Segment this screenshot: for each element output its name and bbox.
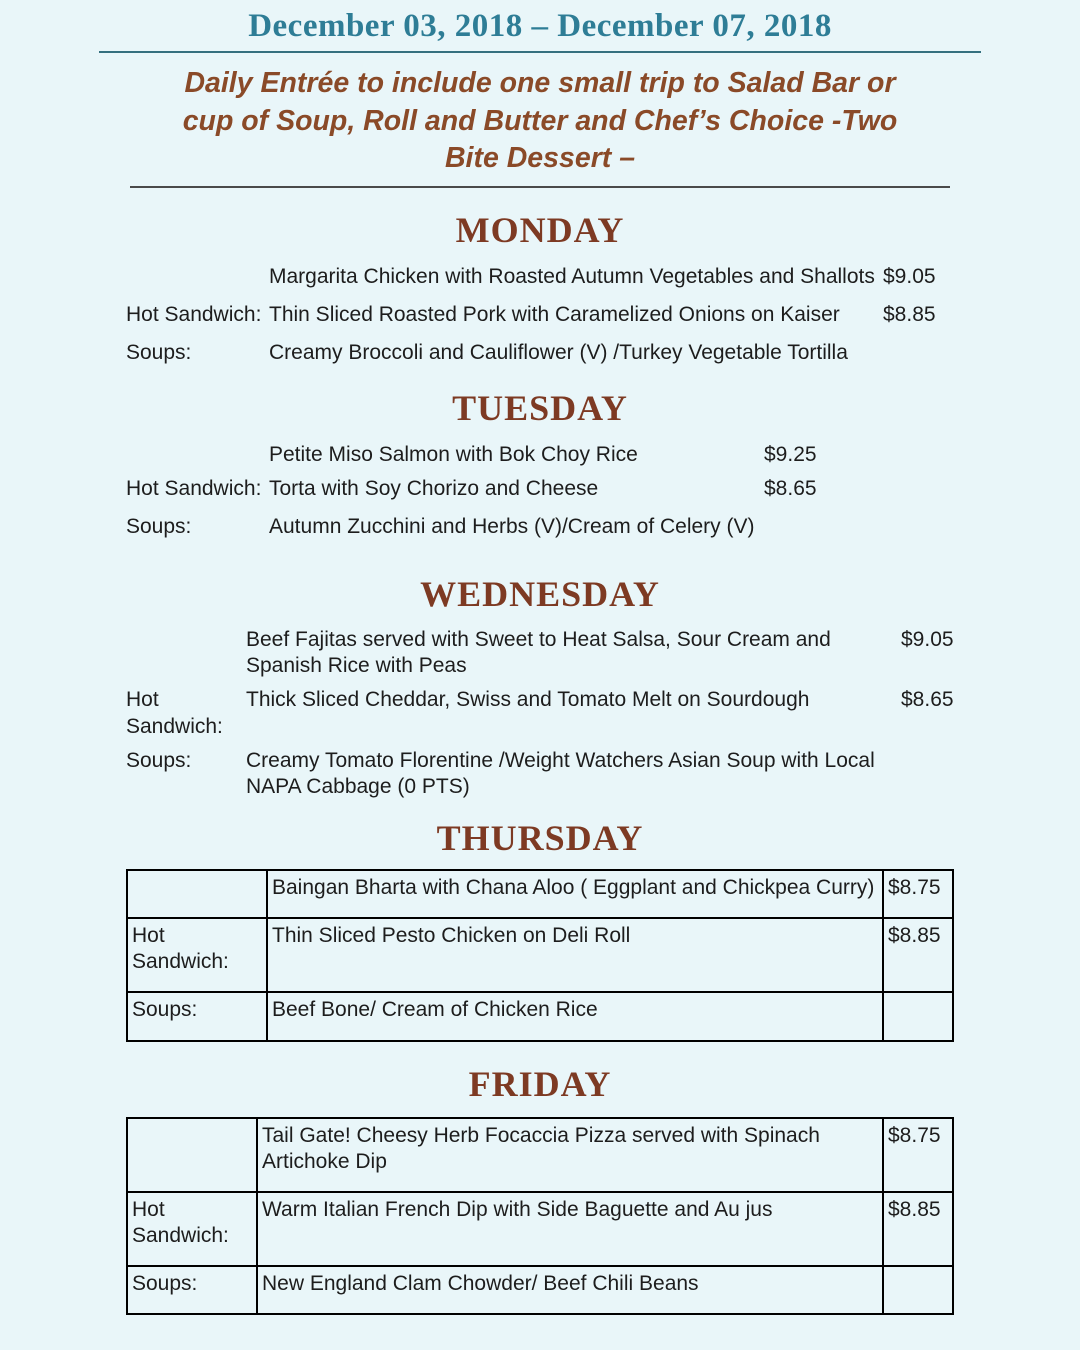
row-price: $8.75 [884,1119,954,1193]
day-section-wednesday [0,573,1080,800]
menu-row [128,1267,954,1315]
day-rows [126,869,954,1041]
row-label: Hot Sandwich: [126,302,262,326]
day-rows [126,1117,954,1315]
row-price [883,340,954,366]
menu-notice [80,65,1000,178]
days-container [0,209,1080,1316]
row-dish: Thin Sliced Pesto Chicken on Deli Roll [268,919,884,993]
menu-row [126,687,954,739]
row-dish: New England Clam Chowder/ Beef Chili Beans [258,1267,884,1315]
notice-line: cup of Soup, Roll and Butter and Chef’s Choice -Two [182,104,898,137]
row-price [884,993,954,1041]
date-range-title: December 03, 2018 – December 07, 2018 [248,8,832,44]
menu-row [126,748,954,800]
row-price: $8.85 [884,1193,954,1267]
menu-row [128,1193,954,1267]
row-dish: Thin Sliced Roasted Pork with Caramelized Onions on Kaiser [269,302,840,326]
menu-row [126,514,954,540]
row-price: $9.05 [901,628,954,652]
row-label [128,871,268,919]
menu-row [128,919,954,993]
row-price: $9.25 [764,442,817,466]
notice-divider [130,186,950,188]
row-dish: Petite Miso Salmon with Bok Choy Rice [269,442,638,466]
day-section-thursday [0,817,1080,1042]
row-dish: Thick Sliced Cheddar, Swiss and Tomato Melt on Sourdough [246,688,810,712]
row-label: Soups: [126,514,192,538]
menu-row [128,993,954,1041]
row-price: $8.85 [884,919,954,993]
menu-row [126,302,954,328]
menu-row [126,340,954,366]
row-label [126,264,269,290]
row-dish: Creamy Tomato Florentine /Weight Watchers Asian Soup with Local NAPA Cabbage (0 PTS) [246,748,875,798]
menu-row [128,1119,954,1193]
day-rows [126,627,954,799]
row-price [901,748,954,800]
row-dish: Warm Italian French Dip with Side Baguette and Au jus [258,1193,884,1267]
row-dish: Beef Bone/ Cream of Chicken Rice [268,993,884,1041]
row-label: Soups: [126,340,192,364]
row-label [126,442,269,468]
row-price: $8.85 [883,302,936,326]
row-price [764,514,954,540]
day-heading-friday: FRIDAY [468,1063,612,1104]
notice-line: Daily Entrée to include one small trip to Salad Bar or [184,67,896,99]
menu-row [126,442,954,468]
row-label [128,1119,258,1193]
row-label: Hot Sandwich: [126,688,223,738]
row-label: Soups: [128,1267,258,1315]
row-dish: Torta with Soy Chorizo and Cheese [269,476,599,500]
row-dish: Margarita Chicken with Roasted Autumn Vegetables and Shallots [269,264,875,288]
day-section-monday [0,209,1080,366]
notice-line: Bite Dessert – [444,142,636,175]
row-dish: Tail Gate! Cheesy Herb Focaccia Pizza served with Spinach Artichoke Dip [258,1119,884,1193]
row-dish: Autumn Zucchini and Herbs (V)/Cream of Celery (V) [269,514,755,538]
day-section-tuesday [0,387,1080,540]
day-section-friday [0,1063,1080,1316]
day-heading-thursday: THURSDAY [436,817,644,858]
row-label: Hot Sandwich: [128,1193,258,1267]
menu-row [126,627,954,679]
menu-row [128,871,954,919]
row-price: $8.75 [884,871,954,919]
row-label: Hot Sandwich: [128,919,268,993]
row-label [126,627,246,679]
day-heading-wednesday: WEDNESDAY [420,573,660,614]
row-dish: Baingan Bharta with Chana Aloo ( Eggplant and Chickpea Curry) [268,871,884,919]
row-price: $8.65 [901,688,954,712]
row-label: Hot Sandwich: [126,476,262,500]
row-price [884,1267,954,1315]
row-label: Soups: [126,748,192,772]
row-dish: Creamy Broccoli and Cauliflower (V) /Turkey Vegetable Tortilla [269,340,848,364]
title-divider [99,51,981,53]
menu-row [126,476,954,502]
day-heading-tuesday: TUESDAY [452,387,628,428]
row-dish: Beef Fajitas served with Sweet to Heat Salsa, Sour Cream and Spanish Rice with Peas [246,628,831,678]
day-heading-monday: MONDAY [455,209,625,250]
row-price: $8.65 [764,476,817,500]
row-price: $9.05 [883,264,936,288]
menu-row [126,264,954,290]
row-label: Soups: [128,993,268,1041]
day-rows [126,442,954,540]
day-rows [126,264,954,366]
